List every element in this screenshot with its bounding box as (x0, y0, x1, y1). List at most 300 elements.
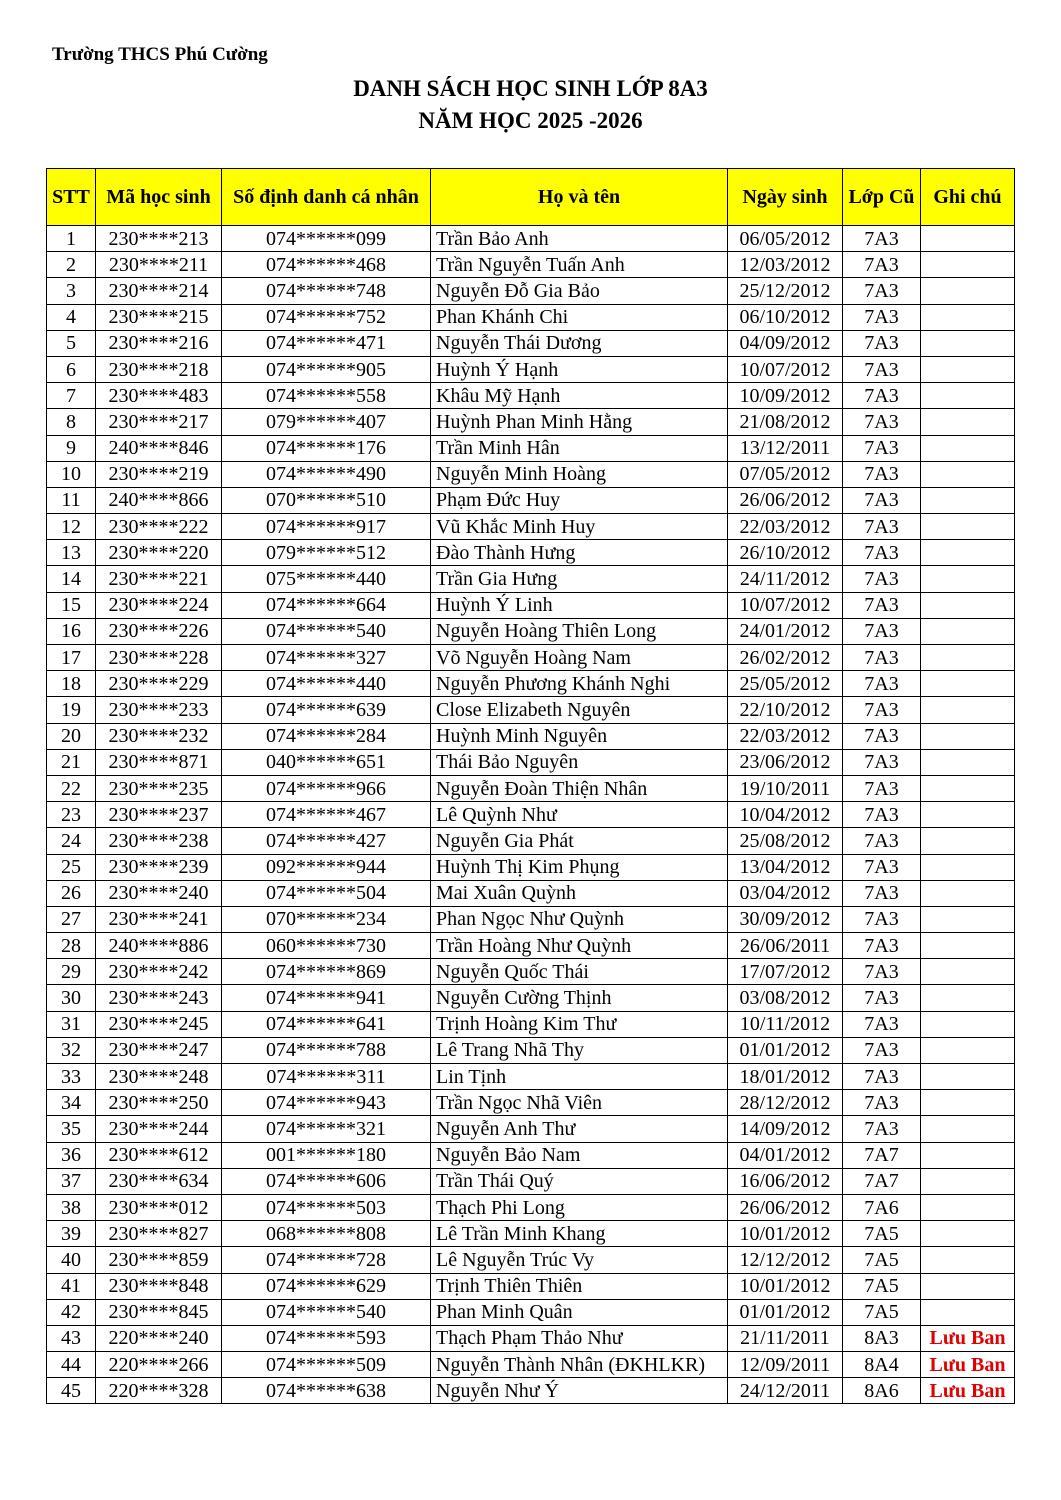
birth-date-cell: 03/04/2012 (728, 880, 843, 906)
birth-date-cell: 16/06/2012 (728, 1168, 843, 1194)
student-code-cell: 230****221 (96, 566, 222, 592)
old-class-cell: 7A3 (843, 330, 921, 356)
table-row (47, 828, 1015, 854)
personal-id-cell: 074******490 (222, 461, 431, 487)
full-name-cell: Nguyễn Gia Phát (431, 828, 728, 854)
old-class-cell: 8A3 (843, 1325, 921, 1351)
birth-date-cell: 19/10/2011 (728, 775, 843, 801)
old-class-cell: 7A3 (843, 226, 921, 252)
note-cell (921, 1168, 1015, 1194)
birth-date-cell: 10/01/2012 (728, 1273, 843, 1299)
old-class-cell: 7A3 (843, 1011, 921, 1037)
birth-date-cell: 26/02/2012 (728, 645, 843, 671)
table-row (47, 1011, 1015, 1037)
personal-id-cell: 074******966 (222, 775, 431, 801)
table-row (47, 330, 1015, 356)
birth-date-cell: 10/04/2012 (728, 802, 843, 828)
table-row (47, 566, 1015, 592)
student-code-cell: 230****232 (96, 723, 222, 749)
personal-id-cell: 074******917 (222, 514, 431, 540)
birth-date-cell: 07/05/2012 (728, 461, 843, 487)
table-row (47, 985, 1015, 1011)
full-name-cell: Thái Bảo Nguyên (431, 749, 728, 775)
student-code-cell: 230****247 (96, 1037, 222, 1063)
table-row (47, 356, 1015, 382)
student-code-cell: 230****634 (96, 1168, 222, 1194)
birth-date-cell: 06/05/2012 (728, 226, 843, 252)
note-cell (921, 749, 1015, 775)
full-name-cell: Phan Khánh Chi (431, 304, 728, 330)
stt-cell: 3 (47, 278, 96, 304)
student-code-cell: 230****242 (96, 959, 222, 985)
note-cell (921, 645, 1015, 671)
table-row (47, 1352, 1015, 1378)
full-name-cell: Nguyễn Cường Thịnh (431, 985, 728, 1011)
stt-cell: 44 (47, 1352, 96, 1378)
stt-cell: 23 (47, 802, 96, 828)
table-row (47, 1037, 1015, 1063)
personal-id-cell: 074******788 (222, 1037, 431, 1063)
table-row (47, 514, 1015, 540)
note-cell (921, 775, 1015, 801)
personal-id-cell: 074******467 (222, 802, 431, 828)
full-name-cell: Nguyễn Minh Hoàng (431, 461, 728, 487)
student-code-cell: 230****245 (96, 1011, 222, 1037)
student-code-cell: 240****866 (96, 487, 222, 513)
table-row (47, 435, 1015, 461)
note-cell (921, 383, 1015, 409)
birth-date-cell: 22/03/2012 (728, 723, 843, 749)
student-code-cell: 240****846 (96, 435, 222, 461)
student-code-cell: 230****238 (96, 828, 222, 854)
personal-id-cell: 074******905 (222, 356, 431, 382)
note-cell (921, 828, 1015, 854)
personal-id-cell: 060******730 (222, 933, 431, 959)
student-code-cell: 220****328 (96, 1378, 222, 1404)
stt-cell: 28 (47, 933, 96, 959)
table-row (47, 226, 1015, 252)
note-cell (921, 330, 1015, 356)
student-code-cell: 230****244 (96, 1116, 222, 1142)
birth-date-cell: 03/08/2012 (728, 985, 843, 1011)
old-class-cell: 7A3 (843, 854, 921, 880)
old-class-cell: 7A3 (843, 252, 921, 278)
full-name-cell: Thạch Phi Long (431, 1194, 728, 1220)
table-row (47, 906, 1015, 932)
personal-id-cell: 074******540 (222, 618, 431, 644)
old-class-cell: 7A3 (843, 618, 921, 644)
stt-cell: 1 (47, 226, 96, 252)
note-cell (921, 933, 1015, 959)
table-row (47, 671, 1015, 697)
old-class-cell: 7A3 (843, 775, 921, 801)
stt-cell: 34 (47, 1090, 96, 1116)
old-class-cell: 7A3 (843, 933, 921, 959)
stt-cell: 29 (47, 959, 96, 985)
old-class-cell: 7A3 (843, 828, 921, 854)
table-row (47, 1090, 1015, 1116)
full-name-cell: Nguyễn Quốc Thái (431, 959, 728, 985)
col-header-full-name: Họ và tên (431, 169, 728, 226)
personal-id-cell: 074******941 (222, 985, 431, 1011)
birth-date-cell: 01/01/2012 (728, 1037, 843, 1063)
birth-date-cell: 10/11/2012 (728, 1011, 843, 1037)
table-row (47, 304, 1015, 330)
birth-date-cell: 26/06/2012 (728, 487, 843, 513)
student-code-cell: 230****248 (96, 1064, 222, 1090)
note-cell (921, 1090, 1015, 1116)
personal-id-cell: 074******943 (222, 1090, 431, 1116)
birth-date-cell: 10/07/2012 (728, 356, 843, 382)
full-name-cell: Mai Xuân Quỳnh (431, 880, 728, 906)
table-row (47, 959, 1015, 985)
table-row (47, 723, 1015, 749)
note-cell (921, 906, 1015, 932)
note-cell (921, 854, 1015, 880)
old-class-cell: 7A3 (843, 671, 921, 697)
old-class-cell: 7A3 (843, 802, 921, 828)
personal-id-cell: 074******638 (222, 1378, 431, 1404)
full-name-cell: Nguyễn Thái Dương (431, 330, 728, 356)
stt-cell: 14 (47, 566, 96, 592)
full-name-cell: Nguyễn Hoàng Thiên Long (431, 618, 728, 644)
note-cell (921, 1221, 1015, 1247)
col-header-personal-id: Số định danh cá nhân (222, 169, 431, 226)
old-class-cell: 7A3 (843, 906, 921, 932)
table-row (47, 933, 1015, 959)
birth-date-cell: 01/01/2012 (728, 1299, 843, 1325)
table-row (47, 1247, 1015, 1273)
personal-id-cell: 074******176 (222, 435, 431, 461)
birth-date-cell: 25/05/2012 (728, 671, 843, 697)
personal-id-cell: 074******748 (222, 278, 431, 304)
full-name-cell: Võ Nguyễn Hoàng Nam (431, 645, 728, 671)
stt-cell: 24 (47, 828, 96, 854)
student-code-cell: 230****218 (96, 356, 222, 382)
stt-cell: 15 (47, 592, 96, 618)
stt-cell: 5 (47, 330, 96, 356)
birth-date-cell: 21/08/2012 (728, 409, 843, 435)
old-class-cell: 8A4 (843, 1352, 921, 1378)
personal-id-cell: 074******664 (222, 592, 431, 618)
old-class-cell: 7A3 (843, 356, 921, 382)
birth-date-cell: 06/10/2012 (728, 304, 843, 330)
note-cell (921, 985, 1015, 1011)
stt-cell: 42 (47, 1299, 96, 1325)
personal-id-cell: 074******284 (222, 723, 431, 749)
table-header-row (47, 169, 1015, 226)
personal-id-cell: 074******311 (222, 1064, 431, 1090)
personal-id-cell: 074******639 (222, 697, 431, 723)
student-code-cell: 230****243 (96, 985, 222, 1011)
full-name-cell: Phan Minh Quân (431, 1299, 728, 1325)
old-class-cell: 7A3 (843, 278, 921, 304)
note-cell (921, 540, 1015, 566)
school-name: Trường THCS Phú Cường (52, 44, 268, 65)
stt-cell: 35 (47, 1116, 96, 1142)
student-code-cell: 230****226 (96, 618, 222, 644)
table-row (47, 697, 1015, 723)
table-row (47, 1221, 1015, 1247)
stt-cell: 36 (47, 1142, 96, 1168)
full-name-cell: Trần Gia Hưng (431, 566, 728, 592)
stt-cell: 25 (47, 854, 96, 880)
birth-date-cell: 25/08/2012 (728, 828, 843, 854)
birth-date-cell: 24/12/2011 (728, 1378, 843, 1404)
old-class-cell: 7A3 (843, 1064, 921, 1090)
full-name-cell: Trịnh Thiên Thiên (431, 1273, 728, 1299)
table-row (47, 1064, 1015, 1090)
personal-id-cell: 075******440 (222, 566, 431, 592)
old-class-cell: 7A3 (843, 592, 921, 618)
old-class-cell: 7A7 (843, 1142, 921, 1168)
student-code-cell: 230****216 (96, 330, 222, 356)
full-name-cell: Huỳnh Phan Minh Hằng (431, 409, 728, 435)
personal-id-cell: 074******641 (222, 1011, 431, 1037)
student-code-cell: 230****237 (96, 802, 222, 828)
table-row (47, 749, 1015, 775)
personal-id-cell: 074******099 (222, 226, 431, 252)
student-code-cell: 230****219 (96, 461, 222, 487)
student-code-cell: 230****012 (96, 1194, 222, 1220)
old-class-cell: 7A3 (843, 514, 921, 540)
table-row (47, 1273, 1015, 1299)
note-cell (921, 304, 1015, 330)
student-code-cell: 230****845 (96, 1299, 222, 1325)
note-cell: Lưu Ban (921, 1378, 1015, 1404)
personal-id-cell: 074******327 (222, 645, 431, 671)
stt-cell: 18 (47, 671, 96, 697)
stt-cell: 41 (47, 1273, 96, 1299)
table-row (47, 409, 1015, 435)
old-class-cell: 7A3 (843, 1116, 921, 1142)
note-cell (921, 1064, 1015, 1090)
student-code-cell: 230****612 (96, 1142, 222, 1168)
student-code-cell: 230****871 (96, 749, 222, 775)
full-name-cell: Nguyễn Đoàn Thiện Nhân (431, 775, 728, 801)
personal-id-cell: 074******509 (222, 1352, 431, 1378)
table-row (47, 278, 1015, 304)
table-row (47, 775, 1015, 801)
student-code-cell: 230****827 (96, 1221, 222, 1247)
full-name-cell: Nguyễn Bảo Nam (431, 1142, 728, 1168)
note-cell (921, 1247, 1015, 1273)
table-row (47, 1142, 1015, 1168)
stt-cell: 8 (47, 409, 96, 435)
stt-cell: 27 (47, 906, 96, 932)
old-class-cell: 7A7 (843, 1168, 921, 1194)
old-class-cell: 7A3 (843, 1090, 921, 1116)
birth-date-cell: 13/04/2012 (728, 854, 843, 880)
personal-id-cell: 074******540 (222, 1299, 431, 1325)
birth-date-cell: 13/12/2011 (728, 435, 843, 461)
birth-date-cell: 21/11/2011 (728, 1325, 843, 1351)
table-row (47, 1194, 1015, 1220)
note-cell (921, 514, 1015, 540)
personal-id-cell: 074******558 (222, 383, 431, 409)
personal-id-cell: 074******503 (222, 1194, 431, 1220)
full-name-cell: Trịnh Hoàng Kim Thư (431, 1011, 728, 1037)
stt-cell: 37 (47, 1168, 96, 1194)
student-code-cell: 230****240 (96, 880, 222, 906)
old-class-cell: 7A3 (843, 409, 921, 435)
old-class-cell: 7A3 (843, 1037, 921, 1063)
personal-id-cell: 068******808 (222, 1221, 431, 1247)
birth-date-cell: 12/12/2012 (728, 1247, 843, 1273)
stt-cell: 45 (47, 1378, 96, 1404)
note-cell (921, 1011, 1015, 1037)
student-code-cell: 230****241 (96, 906, 222, 932)
student-code-cell: 230****211 (96, 252, 222, 278)
old-class-cell: 7A5 (843, 1299, 921, 1325)
birth-date-cell: 26/06/2012 (728, 1194, 843, 1220)
col-header-birth-date: Ngày sinh (728, 169, 843, 226)
stt-cell: 13 (47, 540, 96, 566)
birth-date-cell: 04/09/2012 (728, 330, 843, 356)
full-name-cell: Lê Nguyễn Trúc Vy (431, 1247, 728, 1273)
stt-cell: 26 (47, 880, 96, 906)
student-code-cell: 230****213 (96, 226, 222, 252)
note-cell (921, 802, 1015, 828)
stt-cell: 11 (47, 487, 96, 513)
full-name-cell: Thạch Phạm Thảo Như (431, 1325, 728, 1351)
old-class-cell: 7A3 (843, 566, 921, 592)
stt-cell: 33 (47, 1064, 96, 1090)
student-code-cell: 230****483 (96, 383, 222, 409)
full-name-cell: Khâu Mỹ Hạnh (431, 383, 728, 409)
birth-date-cell: 17/07/2012 (728, 959, 843, 985)
full-name-cell: Vũ Khắc Minh Huy (431, 514, 728, 540)
table-row (47, 592, 1015, 618)
stt-cell: 21 (47, 749, 96, 775)
stt-cell: 39 (47, 1221, 96, 1247)
note-cell (921, 880, 1015, 906)
note-cell: Lưu Ban (921, 1325, 1015, 1351)
personal-id-cell: 001******180 (222, 1142, 431, 1168)
birth-date-cell: 22/03/2012 (728, 514, 843, 540)
birth-date-cell: 24/01/2012 (728, 618, 843, 644)
note-cell (921, 487, 1015, 513)
personal-id-cell: 074******593 (222, 1325, 431, 1351)
table-row (47, 1378, 1015, 1404)
full-name-cell: Close Elizabeth Nguyên (431, 697, 728, 723)
student-code-cell: 230****220 (96, 540, 222, 566)
full-name-cell: Lê Trang Nhã Thy (431, 1037, 728, 1063)
personal-id-cell: 074******606 (222, 1168, 431, 1194)
personal-id-cell: 074******752 (222, 304, 431, 330)
birth-date-cell: 12/03/2012 (728, 252, 843, 278)
birth-date-cell: 25/12/2012 (728, 278, 843, 304)
full-name-cell: Trần Minh Hân (431, 435, 728, 461)
note-cell (921, 1194, 1015, 1220)
student-code-cell: 230****239 (96, 854, 222, 880)
col-header-student-code: Mã học sinh (96, 169, 222, 226)
page-subtitle: NĂM HỌC 2025 -2026 (418, 108, 643, 133)
personal-id-cell: 074******427 (222, 828, 431, 854)
birth-date-cell: 26/06/2011 (728, 933, 843, 959)
full-name-cell: Trần Hoàng Như Quỳnh (431, 933, 728, 959)
old-class-cell: 7A3 (843, 461, 921, 487)
birth-date-cell: 10/01/2012 (728, 1221, 843, 1247)
table-row (47, 1299, 1015, 1325)
stt-cell: 6 (47, 356, 96, 382)
birth-date-cell: 12/09/2011 (728, 1352, 843, 1378)
student-code-cell: 230****233 (96, 697, 222, 723)
personal-id-cell: 074******728 (222, 1247, 431, 1273)
note-cell (921, 959, 1015, 985)
old-class-cell: 7A3 (843, 645, 921, 671)
full-name-cell: Phan Ngọc Như Quỳnh (431, 906, 728, 932)
stt-cell: 4 (47, 304, 96, 330)
student-code-cell: 230****250 (96, 1090, 222, 1116)
student-code-cell: 230****848 (96, 1273, 222, 1299)
old-class-cell: 7A5 (843, 1247, 921, 1273)
full-name-cell: Nguyễn Như Ý (431, 1378, 728, 1404)
old-class-cell: 7A3 (843, 723, 921, 749)
note-cell (921, 1116, 1015, 1142)
table-row (47, 618, 1015, 644)
old-class-cell: 7A3 (843, 959, 921, 985)
note-cell (921, 1273, 1015, 1299)
personal-id-cell: 040******651 (222, 749, 431, 775)
birth-date-cell: 22/10/2012 (728, 697, 843, 723)
full-name-cell: Huỳnh Ý Linh (431, 592, 728, 618)
stt-cell: 32 (47, 1037, 96, 1063)
full-name-cell: Trần Nguyễn Tuấn Anh (431, 252, 728, 278)
old-class-cell: 7A3 (843, 749, 921, 775)
note-cell (921, 723, 1015, 749)
table-row (47, 540, 1015, 566)
full-name-cell: Trần Bảo Anh (431, 226, 728, 252)
old-class-cell: 7A3 (843, 383, 921, 409)
stt-cell: 30 (47, 985, 96, 1011)
stt-cell: 43 (47, 1325, 96, 1351)
full-name-cell: Lin Tịnh (431, 1064, 728, 1090)
personal-id-cell: 079******407 (222, 409, 431, 435)
birth-date-cell: 26/10/2012 (728, 540, 843, 566)
note-cell (921, 1037, 1015, 1063)
stt-cell: 12 (47, 514, 96, 540)
old-class-cell: 7A3 (843, 697, 921, 723)
student-code-cell: 240****886 (96, 933, 222, 959)
stt-cell: 19 (47, 697, 96, 723)
stt-cell: 7 (47, 383, 96, 409)
personal-id-cell: 074******504 (222, 880, 431, 906)
personal-id-cell: 079******512 (222, 540, 431, 566)
personal-id-cell: 070******510 (222, 487, 431, 513)
note-cell (921, 566, 1015, 592)
student-code-cell: 230****214 (96, 278, 222, 304)
student-code-cell: 220****240 (96, 1325, 222, 1351)
table-row (47, 1116, 1015, 1142)
birth-date-cell: 14/09/2012 (728, 1116, 843, 1142)
col-header-note: Ghi chú (921, 169, 1015, 226)
table-row (47, 487, 1015, 513)
stt-cell: 10 (47, 461, 96, 487)
student-code-cell: 230****228 (96, 645, 222, 671)
note-cell (921, 671, 1015, 697)
full-name-cell: Nguyễn Anh Thư (431, 1116, 728, 1142)
full-name-cell: Nguyễn Đỗ Gia Bảo (431, 278, 728, 304)
col-header-stt: STT (47, 169, 96, 226)
student-code-cell: 230****224 (96, 592, 222, 618)
full-name-cell: Huỳnh Ý Hạnh (431, 356, 728, 382)
birth-date-cell: 24/11/2012 (728, 566, 843, 592)
birth-date-cell: 04/01/2012 (728, 1142, 843, 1168)
old-class-cell: 7A5 (843, 1221, 921, 1247)
stt-cell: 40 (47, 1247, 96, 1273)
personal-id-cell: 074******471 (222, 330, 431, 356)
